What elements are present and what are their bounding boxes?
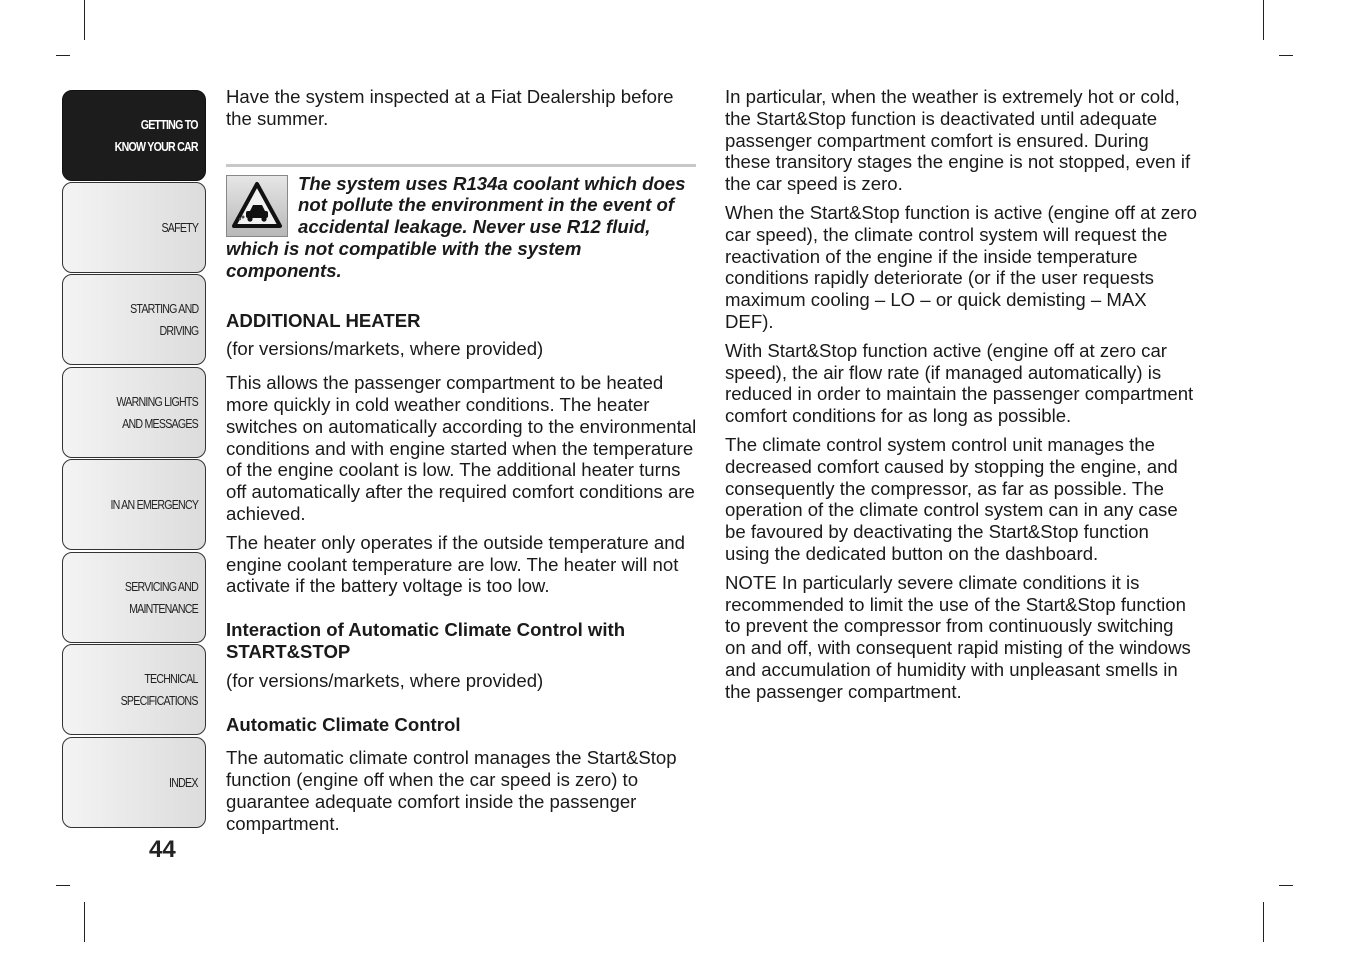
tab-label: IN AN EMERGENCY xyxy=(110,497,198,512)
heater-heading: ADDITIONAL HEATER xyxy=(226,309,421,331)
body-paragraph: The climate control system control unit manages the decreased comfort caused by stopping the engine, and consequently the compressor, as far as possible. The operation of the climate control system can in any case be favoured by deactivating the Start&Stop function using the dedicated button on the dashboard. xyxy=(725,433,1178,564)
heater-subtitle: (for versions/markets, where provided) xyxy=(226,338,544,360)
crop-mark xyxy=(1263,902,1264,942)
right-column xyxy=(725,86,1197,710)
tab-label: WARNING LIGHTS AND MESSAGES xyxy=(116,394,198,431)
crop-mark xyxy=(1279,885,1293,886)
interaction-heading: Interaction of Automatic Climate Control with START&STOP xyxy=(226,619,626,662)
tab-label: GETTING TO KNOW YOUR CAR xyxy=(114,117,198,154)
crop-mark xyxy=(1263,0,1264,40)
tab-label: TECHNICAL SPECIFICATIONS xyxy=(120,671,198,708)
tab-safety[interactable] xyxy=(62,182,206,273)
section-divider xyxy=(226,164,696,167)
warning-text: The system uses R134a coolant which does not pollute the environment in the event of accidental leakage. Never use R12 fluid, which is not compatible with the system components. xyxy=(226,172,686,281)
crop-mark xyxy=(1279,55,1293,56)
heater-paragraph: This allows the passenger compartment to be heated more quickly in cold weather conditions. The heater switches on automatically according to the environmental conditions and with engine started when the temperature of the engine coolant is low. The additional heater turns off automatically after the required comfort conditions are achieved. xyxy=(226,372,697,524)
tab-technical-specifications[interactable] xyxy=(62,644,206,735)
intro-paragraph: Have the system inspected at a Fiat Dealership before the summer. xyxy=(226,86,674,129)
tab-in-an-emergency[interactable] xyxy=(62,459,206,550)
tab-warning-lights[interactable] xyxy=(62,367,206,458)
body-paragraph: When the Start&Stop function is active (engine off at zero car speed), the climate control system will request the reactivation of the engine if the inside temperature conditions rapidly deteriorate (or if the user requests maximum cooling – LO – or quick demisting – MAX DEF). xyxy=(725,201,1197,332)
crop-mark xyxy=(56,55,70,56)
tab-index[interactable] xyxy=(62,737,206,828)
tab-label: SAFETY xyxy=(161,220,198,235)
tab-label: SERVICING AND MAINTENANCE xyxy=(124,579,198,616)
interaction-subtitle: (for versions/markets, where provided) xyxy=(226,669,544,691)
body-paragraph: With Start&Stop function active (engine off at zero car speed), the air flow rate (if managed automatically) is reduced in order to maintain the passenger compartment comfort conditions for as long as possible. xyxy=(725,339,1194,427)
crop-mark xyxy=(84,0,85,40)
crop-mark xyxy=(84,902,85,942)
tab-label: STARTING AND DRIVING xyxy=(129,301,198,338)
warning-note xyxy=(226,173,698,282)
tab-starting-and-driving[interactable] xyxy=(62,274,206,365)
crop-mark xyxy=(56,885,70,886)
acc-paragraph: The automatic climate control manages the Start&Stop function (engine off when the car speed is zero) to guarantee adequate comfort inside the passenger compartment. xyxy=(226,747,677,834)
page-number: 44 xyxy=(149,836,176,863)
heater-paragraph: The heater only operates if the outside temperature and engine coolant temperature are low. The heater will not activate if the battery voltage is too low. xyxy=(226,531,685,597)
note-paragraph: NOTE In particularly severe climate conditions it is recommended to limit the use of the Start&Stop function to prevent the compressor from continuously switching on and off, with consequent rapid misting of the windows and accumulation of humidity with unpleasant smells in the passenger compartment. xyxy=(725,571,1191,702)
left-column xyxy=(226,86,698,842)
tab-label: INDEX xyxy=(169,775,198,790)
tab-servicing-and-maintenance[interactable] xyxy=(62,552,206,643)
acc-heading: Automatic Climate Control xyxy=(226,713,461,735)
tab-getting-to-know-your-car[interactable] xyxy=(62,90,206,181)
body-paragraph: In particular, when the weather is extremely hot or cold, the Start&Stop function is deactivated until adequate passenger compartment comfort is ensured. During these transitory stages the engine is not stopped, even if the car speed is zero. xyxy=(725,86,1191,195)
environment-car-warning-icon xyxy=(226,175,288,237)
